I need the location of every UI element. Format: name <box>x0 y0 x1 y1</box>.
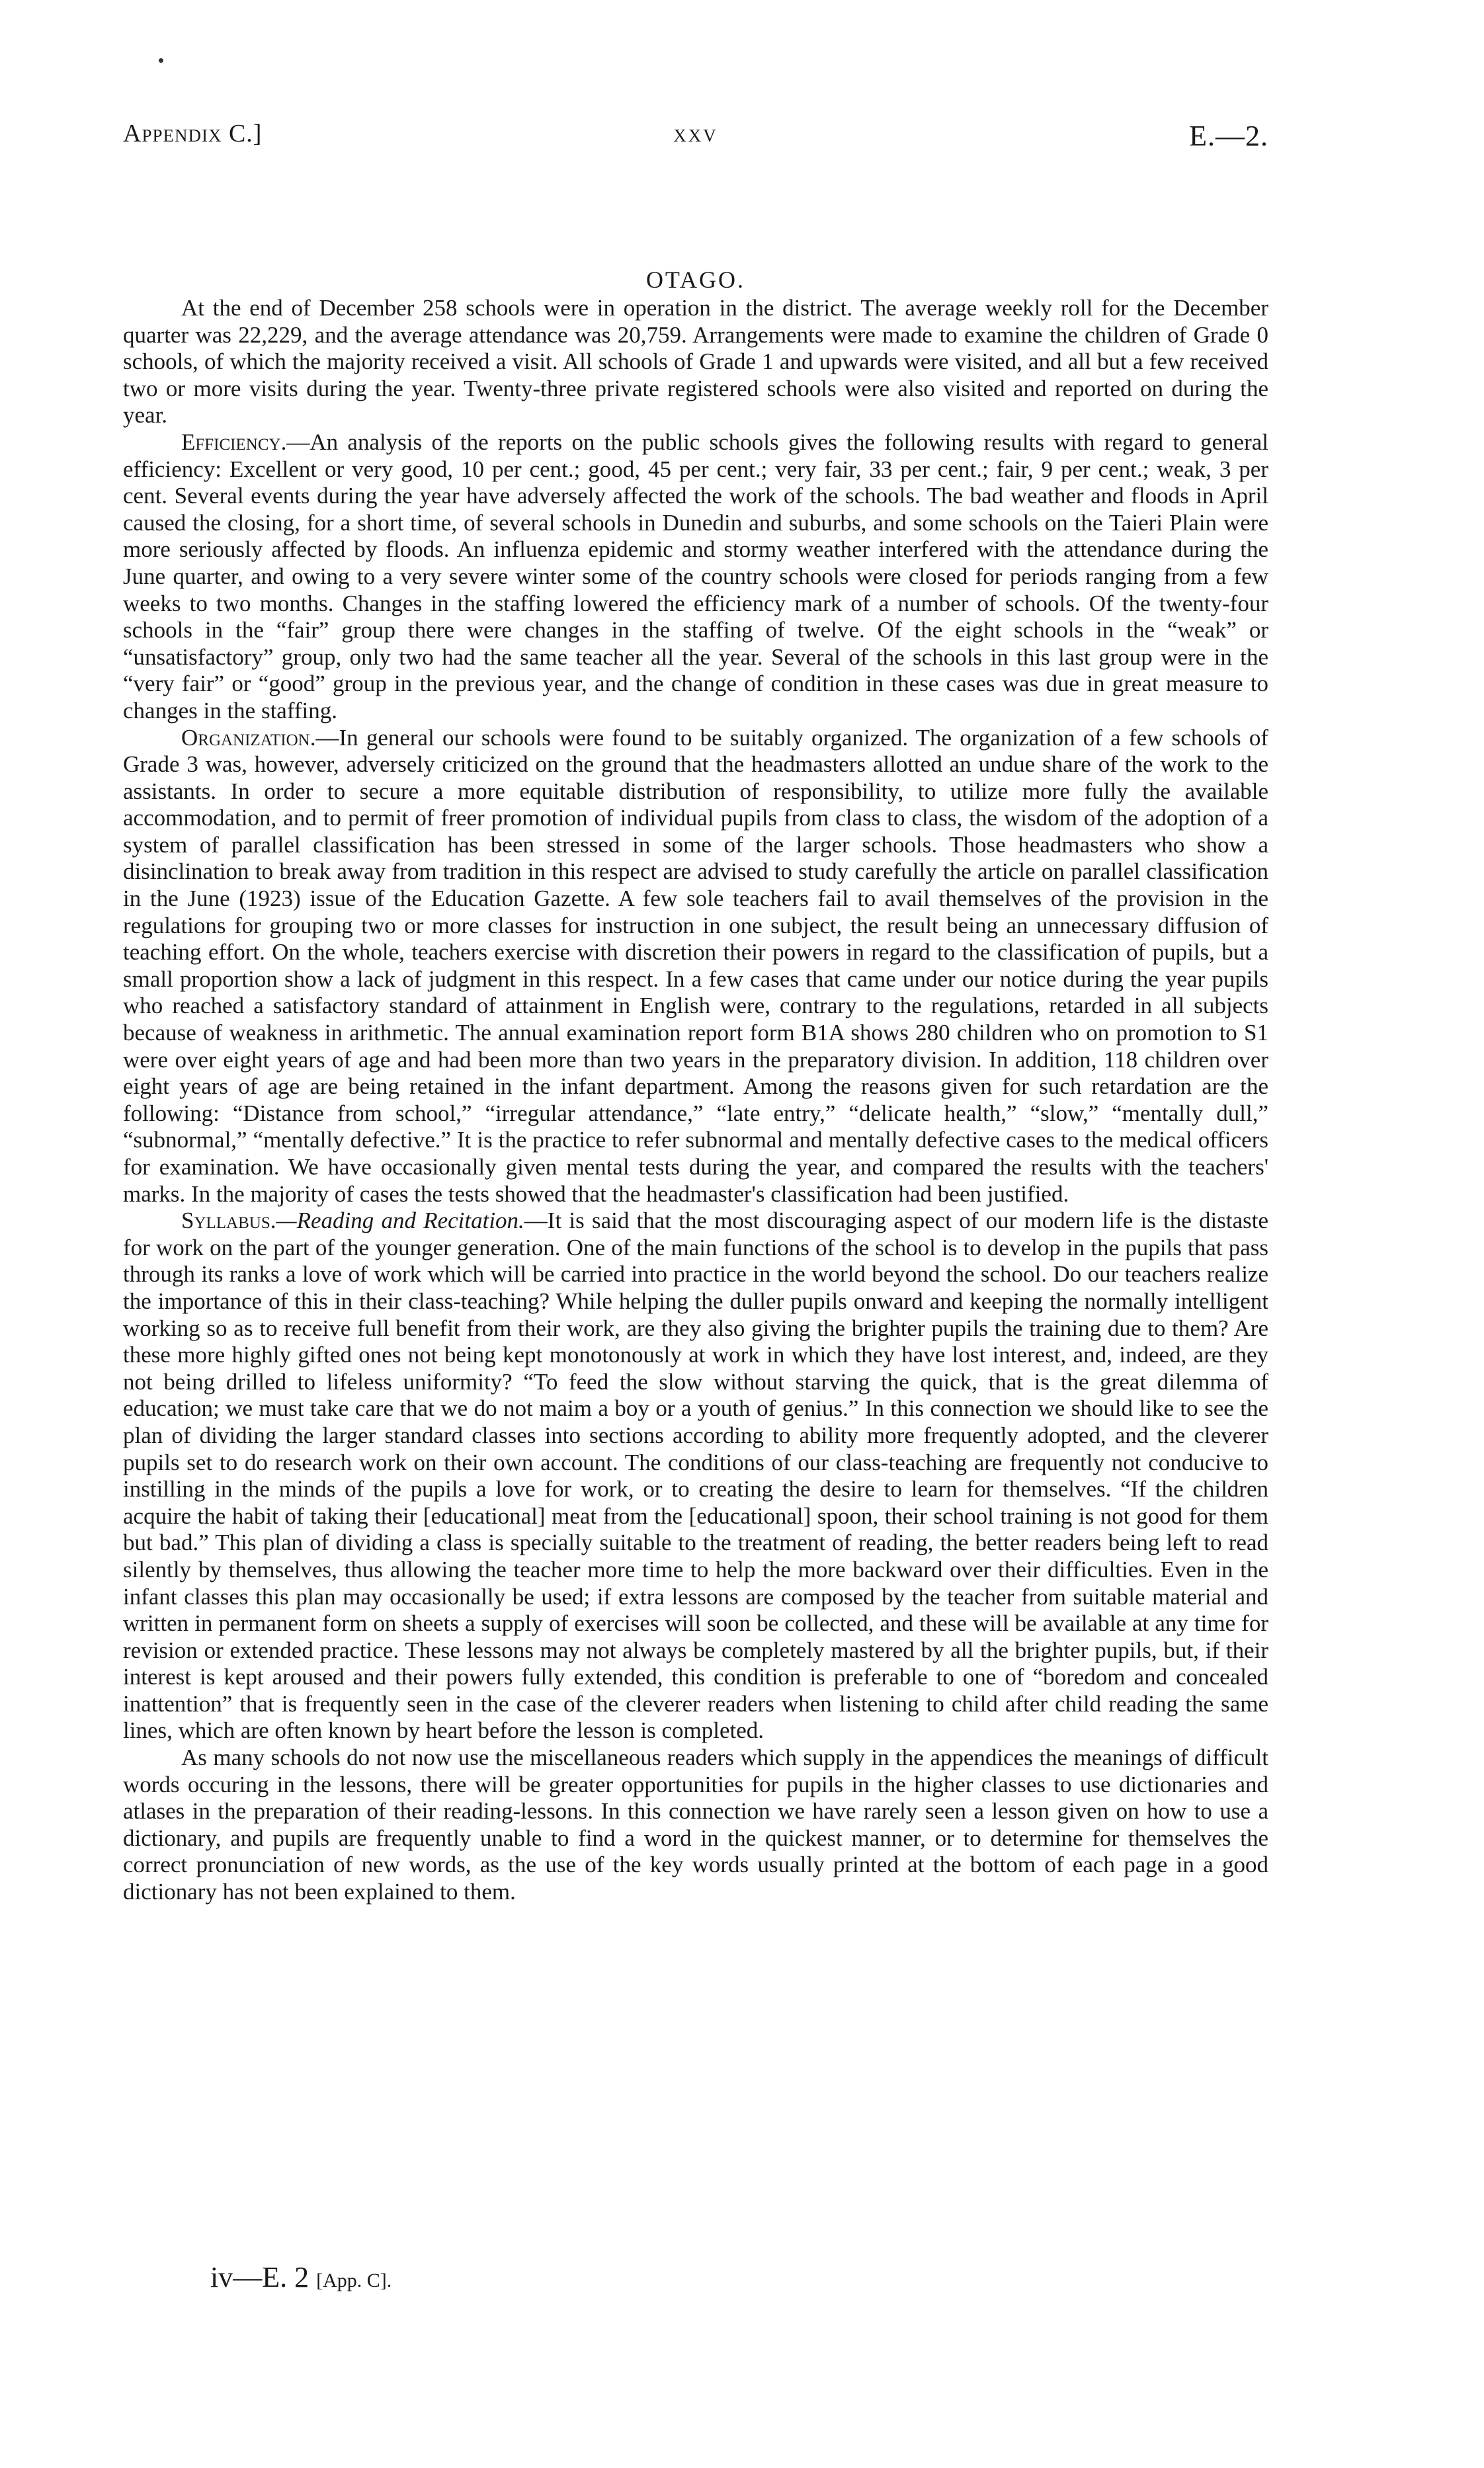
paragraph-lead: Organization. <box>181 724 316 751</box>
paragraph-lead: Efficiency. <box>181 429 287 455</box>
paragraph-intro <box>123 295 1268 429</box>
page-speck <box>159 58 163 63</box>
signature-mark <box>210 2260 392 2294</box>
paragraph-subhead: —Reading and Recitation. <box>276 1208 524 1234</box>
paragraph-organization <box>123 725 1268 1208</box>
paragraph-efficiency <box>123 429 1268 725</box>
paragraph-text: —In general our schools were found to be suitably organized. The organization of a few schools of Grade 3 was, however, adversely criticized on the ground that the headmasters allotted an undue share of the work to the assistants. In order to secure a more equitable distribution of responsibility, to utilize more fully the available accommodation, and to permit of freer promotion of individual pupils from class to class, the wisdom of the adoption of a system of parallel classification has been stressed in some of the larger schools. Those headmasters who show a disinclination to break away from tradition in this respect are advised to study carefully the article on parallel classification in the June (1923) issue of the Education Gazette. A few sole teachers fail to avail themselves of the provision in the regulations for grouping two or more classes for instruction in one subject, the result being an unnecessary diffusion of teaching effort. On the whole, teachers exercise with discretion their powers in regard to the classification of pupils, but a small proportion show a lack of judgment in this respect. In a few cases that came under our notice during the year pupils who reached a satisfactory standard of attainment in English were, contrary to the regulations, retarded in all subjects because of weakness in arithmetic. The annual examination report form B1A shows 280 children who on promotion to S1 were over eight years of age and had been more than two years in the preparatory division. In addition, 118 children over eight years of age are being retained in the infant department. Among the reasons given for such retardation are the following: “Distance from school,” “irregular attendance,” “late entry,” “delicate health,” “slow,” “mentally dull,” “subnormal,” “mentally defective.” It is the practice to refer subnormal and mentally defective cases to the medical officers for examination. We have occasionally given mental tests during the year, and compared the results with the teachers' marks. In the majority of cases the tests showed that the headmaster's classification had been justified. <box>123 724 1268 1207</box>
paragraph-lead: Syllabus. <box>181 1208 276 1234</box>
paragraph-text: —An analysis of the reports on the public schools gives the following results with regard to general efficiency: Excellent or very good, 10 per cent.; good, 45 per cent.; very fair, 33 per cent.; fair, 9 per cent.; weak, 3 per cent. Several events during the year have adversely affected the work of the schools. The bad weather and floods in April caused the closing, for a short time, of several schools in Dunedin and suburbs, and some schools on the Taieri Plain were more seriously affected by floods. An influenza epidemic and stormy weather interfered with the attendance during the June quarter, and owing to a very severe winter some of the country schools were closed for periods ranging from a few weeks to two months. Changes in the staffing lowered the efficiency mark of a number of schools. Of the twenty-four schools in the “fair” group there were changes in the staffing of twelve. Of the eight schools in the “weak” or “unsatisfactory” group, only two had the same teacher all the year. Several of the schools in this last group were in the “very fair” or “good” group in the previous year, and the change of condition in these cases was due in great measure to changes in the staffing. <box>123 429 1268 723</box>
header-document-code: E.—2. <box>1189 120 1268 152</box>
running-header <box>123 119 1268 165</box>
signature-appendix: [App. C]. <box>316 2270 392 2291</box>
paragraph-text: —It is said that the most discouraging aspect of our modern life is the distaste for work on the part of the younger generation. One of the main functions of the school is to develop in the pupils that pass through its ranks a love of work which will be carried into practice in the world beyond the school. Do our teachers realize the importance of this in their class-teaching? While helping the duller pupils onward and keeping the normally intelligent working so as to receive full benefit from their work, are they also giving the brighter pupils the training due to them? Are these more highly gifted ones not being kept monotonously at work in which they have lost interest, and, indeed, are they not being drilled to lifeless uniformity? “To feed the slow without starving the quick, that is the great dilemma of education; we must take care that we do not maim a boy or a youth of genius.” In this connection we should like to see the plan of dividing the larger standard classes into sections according to ability more frequently adopted, and the cleverer pupils set to do research work on their own account. The conditions of our class-teaching are frequently not conducive to instilling in the minds of the pupils a love for work, or to creating the desire to learn for themselves. “If the children acquire the habit of taking their [educational] meat from the [educational] spoon, their school training is not good for them but bad.” This plan of dividing a class is specially suitable to the treatment of reading, the better readers being left to read silently by themselves, thus allowing the teacher more time to help the more backward over their difficulties. Even in the infant classes this plan may occasionally be used; if extra lessons are composed by the teacher from suitable material and written in permanent form on sheets a supply of exercises will soon be collected, and these will be available at any time for revision or extended practice. These lessons may not always be completely mastered by all the brighter pupils, but, if their interest is kept aroused and their powers fully extended, this condition is preferable to one of “boredom and concealed inattention” that is frequently seen in the case of the cleverer readers when listening to child after child reading the same lines, which are often known by heart before the lesson is completed. <box>123 1208 1268 1744</box>
paragraph-text: At the end of December 258 schools were in operation in the district. The average weekly roll for the December quarter was 22,229, and the average attendance was 20,759. Arrangements were made to examine the children of Grade 0 schools, of which the majority received a visit. All schools of Grade 1 and upwards were visited, and all but a few received two or more visits during the year. Twenty-three private registered schools were also visited and reported on during the year. <box>123 295 1268 429</box>
paragraph-syllabus <box>123 1208 1268 1745</box>
paragraph-dictionaries <box>123 1745 1268 1906</box>
header-page-number: xxv <box>673 120 718 147</box>
body-text <box>123 295 1268 1906</box>
header-appendix: Appendix C.] <box>123 120 263 147</box>
section-title: OTAGO. <box>645 267 746 293</box>
signature-code: iv—E. 2 <box>210 2261 309 2293</box>
paragraph-text: As many schools do not now use the miscellaneous readers which supply in the appendices the meanings of difficult words occuring in the lessons, there will be greater opportunities for pupils in the higher classes to use dictionaries and atlases in the preparation of their reading-lessons. In this connection we have rarely seen a lesson given on how to use a dictionary, and pupils are frequently unable to find a word in the quickest manner, or to determine for themselves the correct pronunciation of new words, as the use of the key words usually printed at the bottom of each page in a good dictionary has not been explained to them. <box>123 1745 1268 1905</box>
